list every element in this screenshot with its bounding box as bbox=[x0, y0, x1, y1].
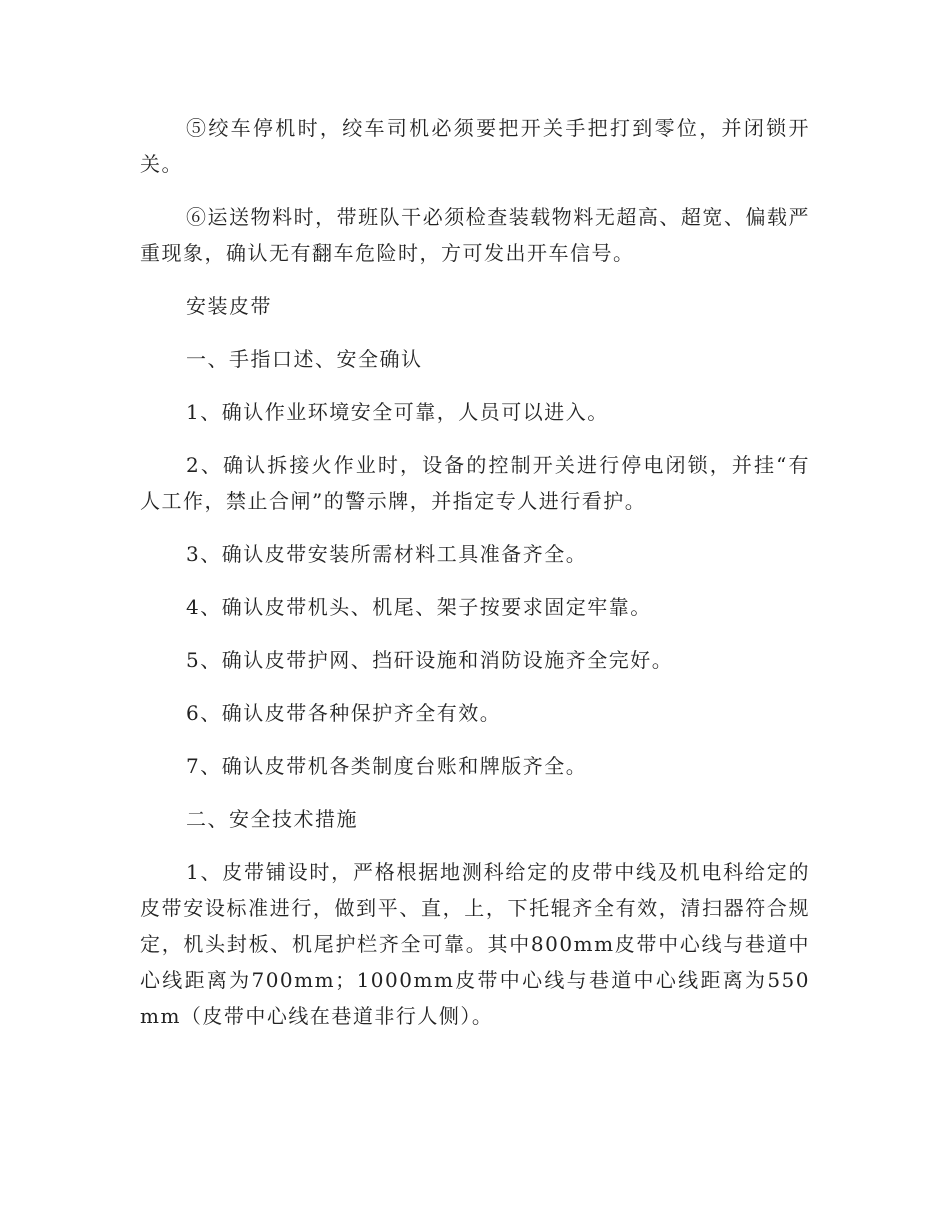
paragraph-material-transport: ⑥运送物料时，带班队干必须检查装载物料无超高、超宽、偏载严重现象，确认无有翻车危险时，方可发出开车信号。 bbox=[140, 205, 810, 265]
document-body bbox=[140, 110, 810, 1051]
section-heading-install-belt: 安装皮带 bbox=[186, 294, 272, 318]
section-heading-safety-confirm: 一、手指口述、安全确认 bbox=[186, 347, 423, 371]
list-item-measure-1: 1、皮带铺设时，严格根据地测科给定的皮带中线及机电科给定的皮带安设标准进行，做到平、直，上，下托辊齐全有效，清扫器符合规定，机头封板、机尾护栏齐全可靠。其中800mm皮带中心线与巷道中心线距离为700mm；1000mm皮带中心线与巷道中心线距离为550mm（皮带中心线在巷道非行人侧）。 bbox=[140, 860, 810, 1028]
list-item-confirm-3: 3、确认皮带安装所需材料工具准备齐全。 bbox=[186, 542, 588, 566]
paragraph-winch-stop: ⑤绞车停机时，绞车司机必须要把开关手把打到零位，并闭锁开关。 bbox=[140, 116, 810, 176]
list-item-confirm-2: 2、确认拆接火作业时，设备的控制开关进行停电闭锁，并挂“有人工作，禁止合闸”的警示牌，并指定专人进行看护。 bbox=[140, 453, 810, 513]
section-heading-safety-measures: 二、安全技术措施 bbox=[186, 807, 358, 831]
list-item-confirm-4: 4、确认皮带机头、机尾、架子按要求固定牢靠。 bbox=[186, 595, 652, 619]
list-item-confirm-1: 1、确认作业环境安全可靠，人员可以进入。 bbox=[186, 400, 609, 424]
list-item-confirm-6: 6、确认皮带各种保护齐全有效。 bbox=[186, 701, 502, 725]
list-item-confirm-5: 5、确认皮带护网、挡矸设施和消防设施齐全完好。 bbox=[186, 648, 674, 672]
list-item-confirm-7: 7、确认皮带机各类制度台账和牌版齐全。 bbox=[186, 754, 588, 778]
